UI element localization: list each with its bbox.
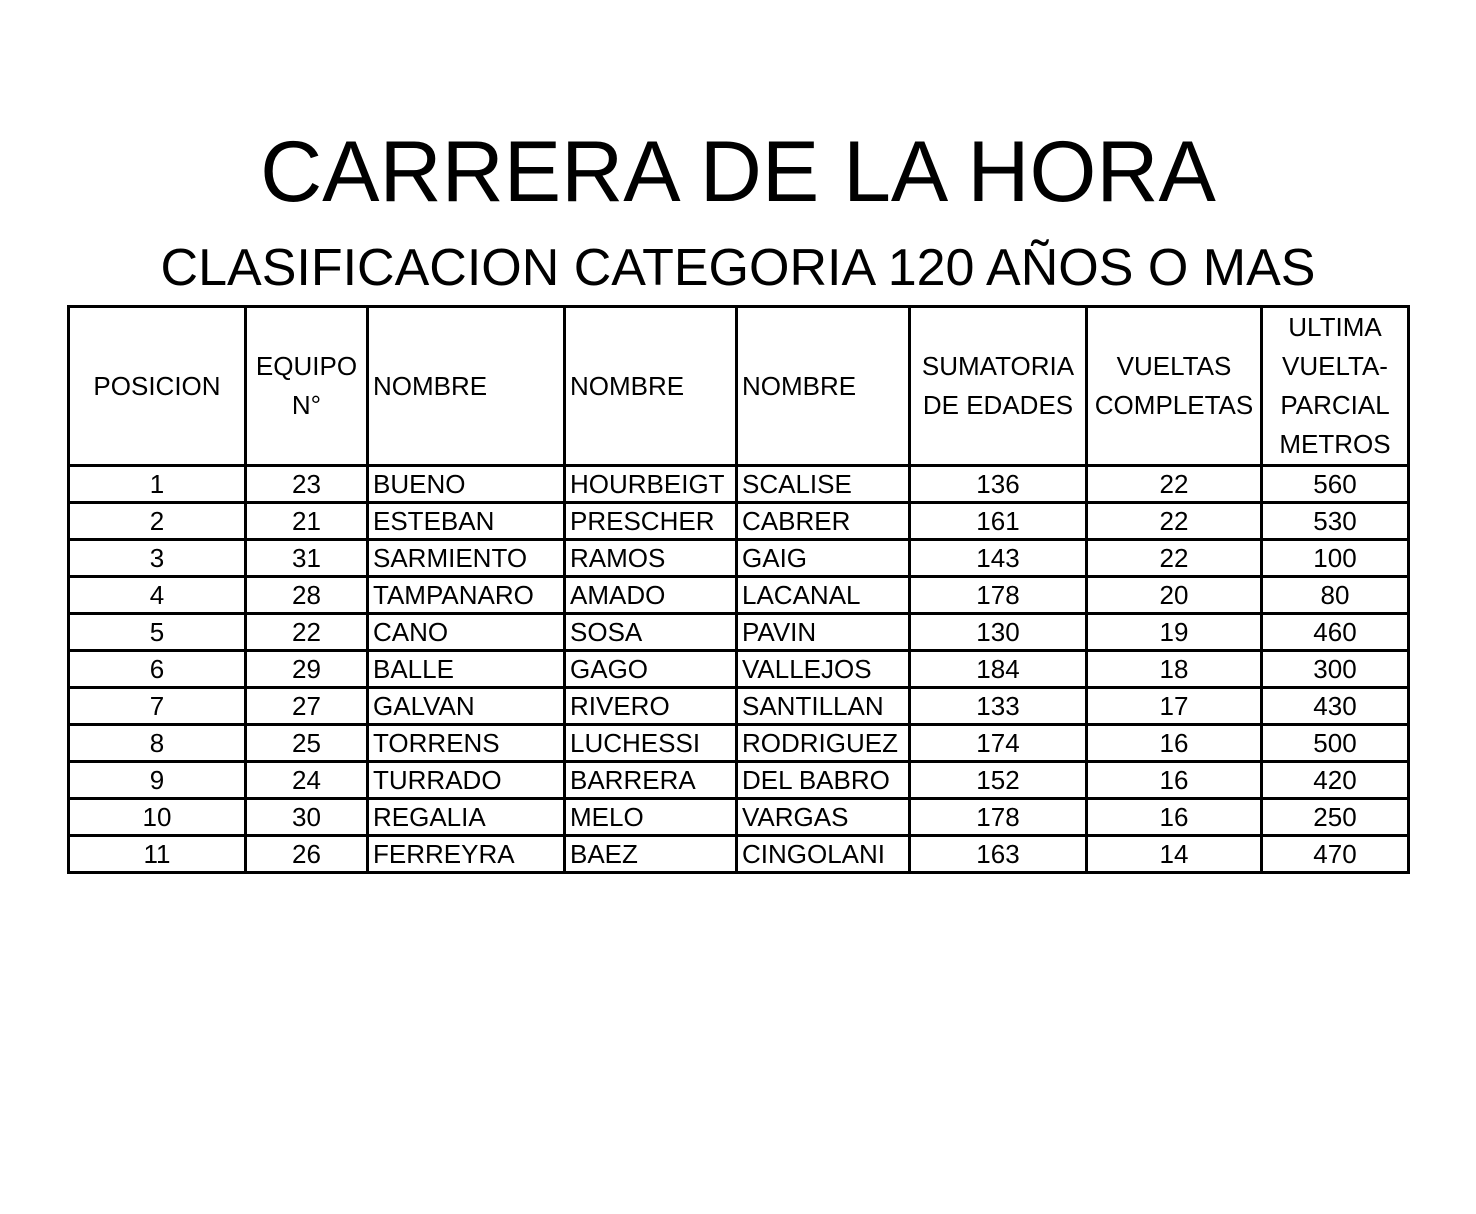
- results-body: [69, 466, 1409, 873]
- cell-nombre-1: TURRADO: [368, 762, 565, 799]
- cell-posicion: 3: [69, 540, 246, 577]
- cell-posicion: 5: [69, 614, 246, 651]
- cell-nombre-2: SOSA: [565, 614, 737, 651]
- cell-sumatoria: 163: [910, 836, 1087, 873]
- cell-posicion: 1: [69, 466, 246, 503]
- cell-equipo: 22: [246, 614, 368, 651]
- cell-nombre-3: SANTILLAN: [737, 688, 910, 725]
- header-posicion: POSICION: [69, 307, 246, 466]
- table-row: [69, 762, 1409, 799]
- cell-equipo: 27: [246, 688, 368, 725]
- table-row: [69, 540, 1409, 577]
- table-row: [69, 466, 1409, 503]
- cell-sumatoria: 152: [910, 762, 1087, 799]
- table-row: [69, 503, 1409, 540]
- cell-ultima-vuelta: 300: [1262, 651, 1409, 688]
- header-sumatoria: SUMATORIA DE EDADES: [910, 307, 1087, 466]
- cell-ultima-vuelta: 430: [1262, 688, 1409, 725]
- cell-vueltas: 22: [1087, 503, 1262, 540]
- cell-nombre-3: SCALISE: [737, 466, 910, 503]
- cell-sumatoria: 143: [910, 540, 1087, 577]
- cell-equipo: 31: [246, 540, 368, 577]
- cell-posicion: 2: [69, 503, 246, 540]
- cell-nombre-3: RODRIGUEZ: [737, 725, 910, 762]
- cell-nombre-2: MELO: [565, 799, 737, 836]
- page-title: CARRERA DE LA HORA: [260, 124, 1216, 220]
- cell-nombre-1: BALLE: [368, 651, 565, 688]
- cell-nombre-2: RIVERO: [565, 688, 737, 725]
- cell-vueltas: 16: [1087, 725, 1262, 762]
- cell-ultima-vuelta: 470: [1262, 836, 1409, 873]
- table-row: [69, 651, 1409, 688]
- cell-nombre-1: REGALIA: [368, 799, 565, 836]
- cell-posicion: 6: [69, 651, 246, 688]
- cell-vueltas: 22: [1087, 466, 1262, 503]
- cell-ultima-vuelta: 560: [1262, 466, 1409, 503]
- cell-nombre-1: ESTEBAN: [368, 503, 565, 540]
- cell-equipo: 30: [246, 799, 368, 836]
- cell-vueltas: 22: [1087, 540, 1262, 577]
- cell-sumatoria: 178: [910, 577, 1087, 614]
- table-row: [69, 836, 1409, 873]
- results-table: [67, 305, 1410, 874]
- header-nombre-1: NOMBRE: [368, 307, 565, 466]
- cell-posicion: 8: [69, 725, 246, 762]
- cell-nombre-1: CANO: [368, 614, 565, 651]
- table-row: [69, 688, 1409, 725]
- cell-nombre-3: PAVIN: [737, 614, 910, 651]
- header-equipo: EQUIPO N°: [246, 307, 368, 466]
- header-ultima-vuelta: ULTIMA VUELTA-PARCIAL METROS: [1262, 307, 1409, 466]
- cell-nombre-1: BUENO: [368, 466, 565, 503]
- cell-equipo: 21: [246, 503, 368, 540]
- table-row: [69, 614, 1409, 651]
- cell-posicion: 7: [69, 688, 246, 725]
- table-row: [69, 725, 1409, 762]
- cell-sumatoria: 174: [910, 725, 1087, 762]
- cell-equipo: 24: [246, 762, 368, 799]
- header-vueltas: VUELTAS COMPLETAS: [1087, 307, 1262, 466]
- cell-ultima-vuelta: 500: [1262, 725, 1409, 762]
- cell-posicion: 10: [69, 799, 246, 836]
- cell-vueltas: 16: [1087, 762, 1262, 799]
- cell-vueltas: 18: [1087, 651, 1262, 688]
- cell-nombre-2: HOURBEIGT: [565, 466, 737, 503]
- cell-posicion: 11: [69, 836, 246, 873]
- cell-sumatoria: 136: [910, 466, 1087, 503]
- cell-ultima-vuelta: 530: [1262, 503, 1409, 540]
- cell-ultima-vuelta: 100: [1262, 540, 1409, 577]
- cell-sumatoria: 178: [910, 799, 1087, 836]
- cell-sumatoria: 133: [910, 688, 1087, 725]
- cell-nombre-3: VALLEJOS: [737, 651, 910, 688]
- cell-sumatoria: 161: [910, 503, 1087, 540]
- cell-nombre-3: CABRER: [737, 503, 910, 540]
- cell-sumatoria: 130: [910, 614, 1087, 651]
- cell-nombre-1: TORRENS: [368, 725, 565, 762]
- cell-nombre-2: GAGO: [565, 651, 737, 688]
- cell-nombre-2: BAEZ: [565, 836, 737, 873]
- cell-equipo: 28: [246, 577, 368, 614]
- cell-posicion: 4: [69, 577, 246, 614]
- cell-nombre-3: GAIG: [737, 540, 910, 577]
- cell-nombre-2: AMADO: [565, 577, 737, 614]
- cell-nombre-3: DEL BABRO: [737, 762, 910, 799]
- cell-nombre-2: LUCHESSI: [565, 725, 737, 762]
- cell-nombre-2: BARRERA: [565, 762, 737, 799]
- cell-posicion: 9: [69, 762, 246, 799]
- cell-equipo: 26: [246, 836, 368, 873]
- cell-vueltas: 17: [1087, 688, 1262, 725]
- cell-ultima-vuelta: 80: [1262, 577, 1409, 614]
- header-row: [69, 307, 1409, 466]
- cell-ultima-vuelta: 250: [1262, 799, 1409, 836]
- cell-ultima-vuelta: 420: [1262, 762, 1409, 799]
- cell-vueltas: 20: [1087, 577, 1262, 614]
- cell-ultima-vuelta: 460: [1262, 614, 1409, 651]
- cell-vueltas: 14: [1087, 836, 1262, 873]
- cell-equipo: 25: [246, 725, 368, 762]
- table-row: [69, 577, 1409, 614]
- cell-nombre-1: GALVAN: [368, 688, 565, 725]
- table-row: [69, 799, 1409, 836]
- cell-nombre-1: FERREYRA: [368, 836, 565, 873]
- cell-nombre-2: PRESCHER: [565, 503, 737, 540]
- cell-nombre-3: LACANAL: [737, 577, 910, 614]
- cell-equipo: 23: [246, 466, 368, 503]
- cell-vueltas: 16: [1087, 799, 1262, 836]
- page-subtitle: CLASIFICACION CATEGORIA 120 AÑOS O MAS: [160, 239, 1316, 297]
- cell-nombre-3: VARGAS: [737, 799, 910, 836]
- cell-nombre-3: CINGOLANI: [737, 836, 910, 873]
- cell-nombre-1: TAMPANARO: [368, 577, 565, 614]
- cell-sumatoria: 184: [910, 651, 1087, 688]
- cell-vueltas: 19: [1087, 614, 1262, 651]
- cell-nombre-2: RAMOS: [565, 540, 737, 577]
- header-nombre-3: NOMBRE: [737, 307, 910, 466]
- cell-equipo: 29: [246, 651, 368, 688]
- header-nombre-2: NOMBRE: [565, 307, 737, 466]
- cell-nombre-1: SARMIENTO: [368, 540, 565, 577]
